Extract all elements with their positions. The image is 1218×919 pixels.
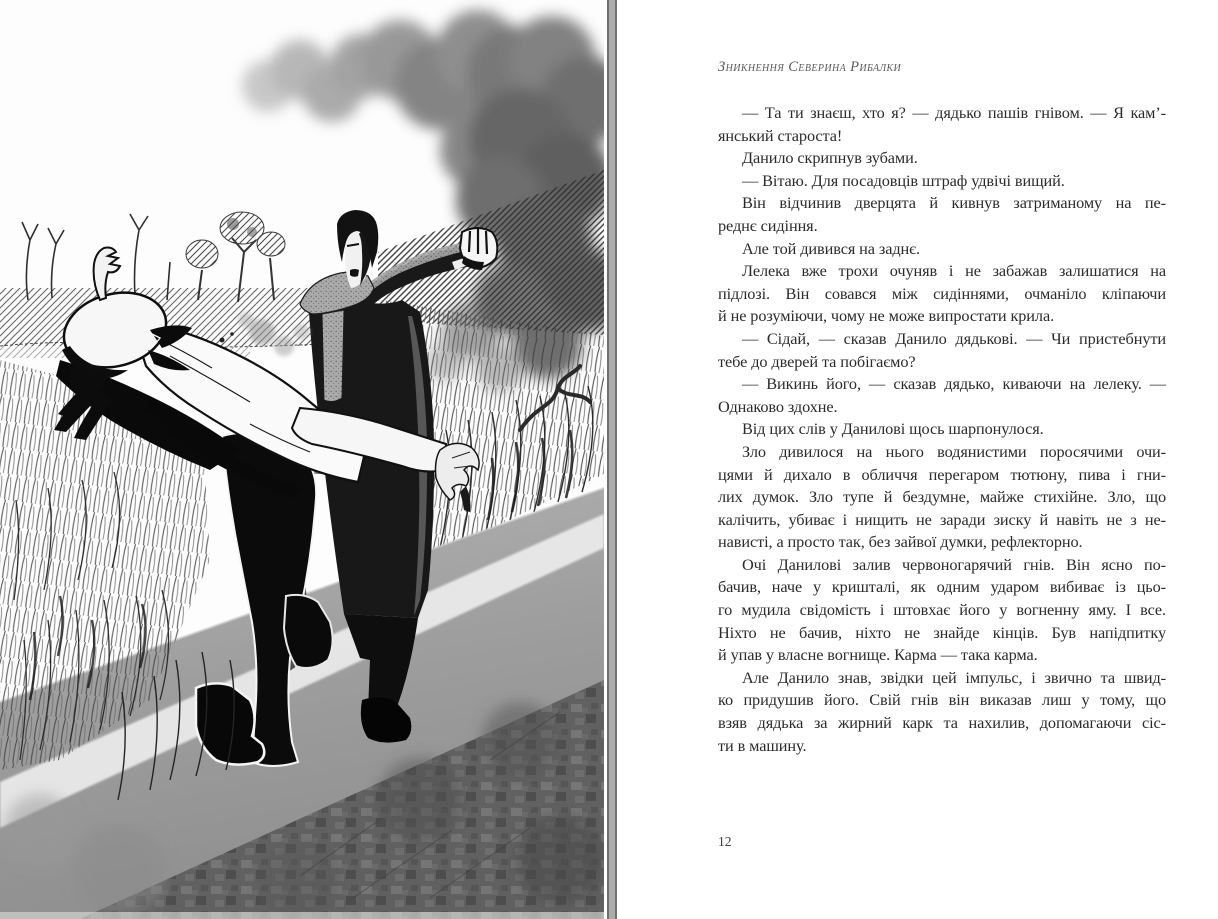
- text-line: нависті, а просто так, без зайвої думки, рефлекторно.: [718, 532, 1083, 552]
- text-line: Однаково здохне.: [718, 396, 838, 416]
- text-line: Але Данило знав, звідки цей імпульс, і звично та швид-: [742, 667, 1166, 687]
- paragraph: [718, 373, 1166, 418]
- text-line: лих думок. Зло тупе й бездумне, майже стихійне. Зло, що: [718, 487, 1166, 507]
- text-line: Очі Данилові залив червоногарячий гнів. Він ясно по-: [742, 554, 1166, 574]
- paragraph: [718, 554, 1166, 667]
- running-header: Зникнення Северина Рибалки: [718, 59, 902, 75]
- paragraph: [718, 667, 1166, 757]
- text-line: калічить, убиває і нищить не заради зиску й навіть не з не-: [718, 509, 1166, 529]
- paragraph: [718, 238, 1166, 261]
- body-text: [718, 102, 1166, 757]
- paragraph: [718, 192, 1166, 237]
- text-line: підлозі. Він совався між сидіннями, очманіло кліпаючи: [718, 283, 1166, 303]
- text-line: й не розуміючи, чому не може випростати крила.: [718, 306, 1055, 326]
- text-line: бачив, наче у кришталі, як одним ударом вибиває із цьо-: [718, 577, 1166, 597]
- book-illustration: [0, 0, 604, 919]
- text-line: Але той дивився на заднє.: [742, 238, 921, 258]
- text-line: ти в машину.: [718, 735, 807, 755]
- text-line: цями й дихало в обличчя перегаром тютюну, пива і гни-: [718, 464, 1166, 484]
- right-page: [620, 0, 1218, 919]
- paragraph: [718, 147, 1166, 170]
- text-line: — Та ти знаєш, хто я? — дядько пашів гнівом. — Я кам’-: [742, 103, 1166, 122]
- text-line: Лелека вже трохи очуняв і не забажав залишатися на: [742, 261, 1166, 281]
- paragraph: [718, 102, 1166, 147]
- text-line: ко придушив його. Свій гнів він виказав лиш у тому, що: [718, 690, 1166, 710]
- text-line: Зло дивилося на нього водянистими поросячими очи-: [742, 441, 1166, 461]
- paragraph: [718, 260, 1166, 328]
- paragraph: [718, 441, 1166, 554]
- text-line: Ніхто не бачив, ніхто не знайде кінців. Був напідпитку: [718, 622, 1166, 642]
- text-line: янський староста!: [718, 125, 843, 145]
- text-line: го мудила свідомість і штовхає його у вогненну яму. І все.: [718, 600, 1166, 620]
- page-divider: [604, 0, 620, 919]
- text-line: — Вітаю. Для посадовців штраф удвічі вищий.: [742, 170, 1065, 190]
- paragraph: [718, 170, 1166, 193]
- text-line: реднє сидіння.: [718, 215, 818, 235]
- text-line: — Сідай, — сказав Данило дядькові. — Чи пристебнути: [742, 328, 1166, 348]
- paragraph: [718, 418, 1166, 441]
- left-page: [0, 0, 604, 919]
- text-line: й упав у власне вогнище. Карма — така карма.: [718, 645, 1038, 665]
- text-line: взяв дядька за жирний карк та нахилив, допомагаючи сіс-: [718, 713, 1166, 733]
- text-line: тебе до дверей та побігаємо?: [718, 351, 916, 371]
- text-line: — Викинь його, — сказав дядько, киваючи на лелеку. —: [742, 374, 1166, 394]
- text-line: Він відчинив дверцята й кивнув затриманому на пе-: [742, 193, 1166, 213]
- text-line: Від цих слів у Данилові щось шарпонулося.: [742, 419, 1044, 439]
- page-number: 12: [718, 834, 732, 849]
- page-divider-bar: [607, 0, 617, 919]
- paragraph: [718, 328, 1166, 373]
- text-line: Данило скрипнув зубами.: [742, 148, 918, 168]
